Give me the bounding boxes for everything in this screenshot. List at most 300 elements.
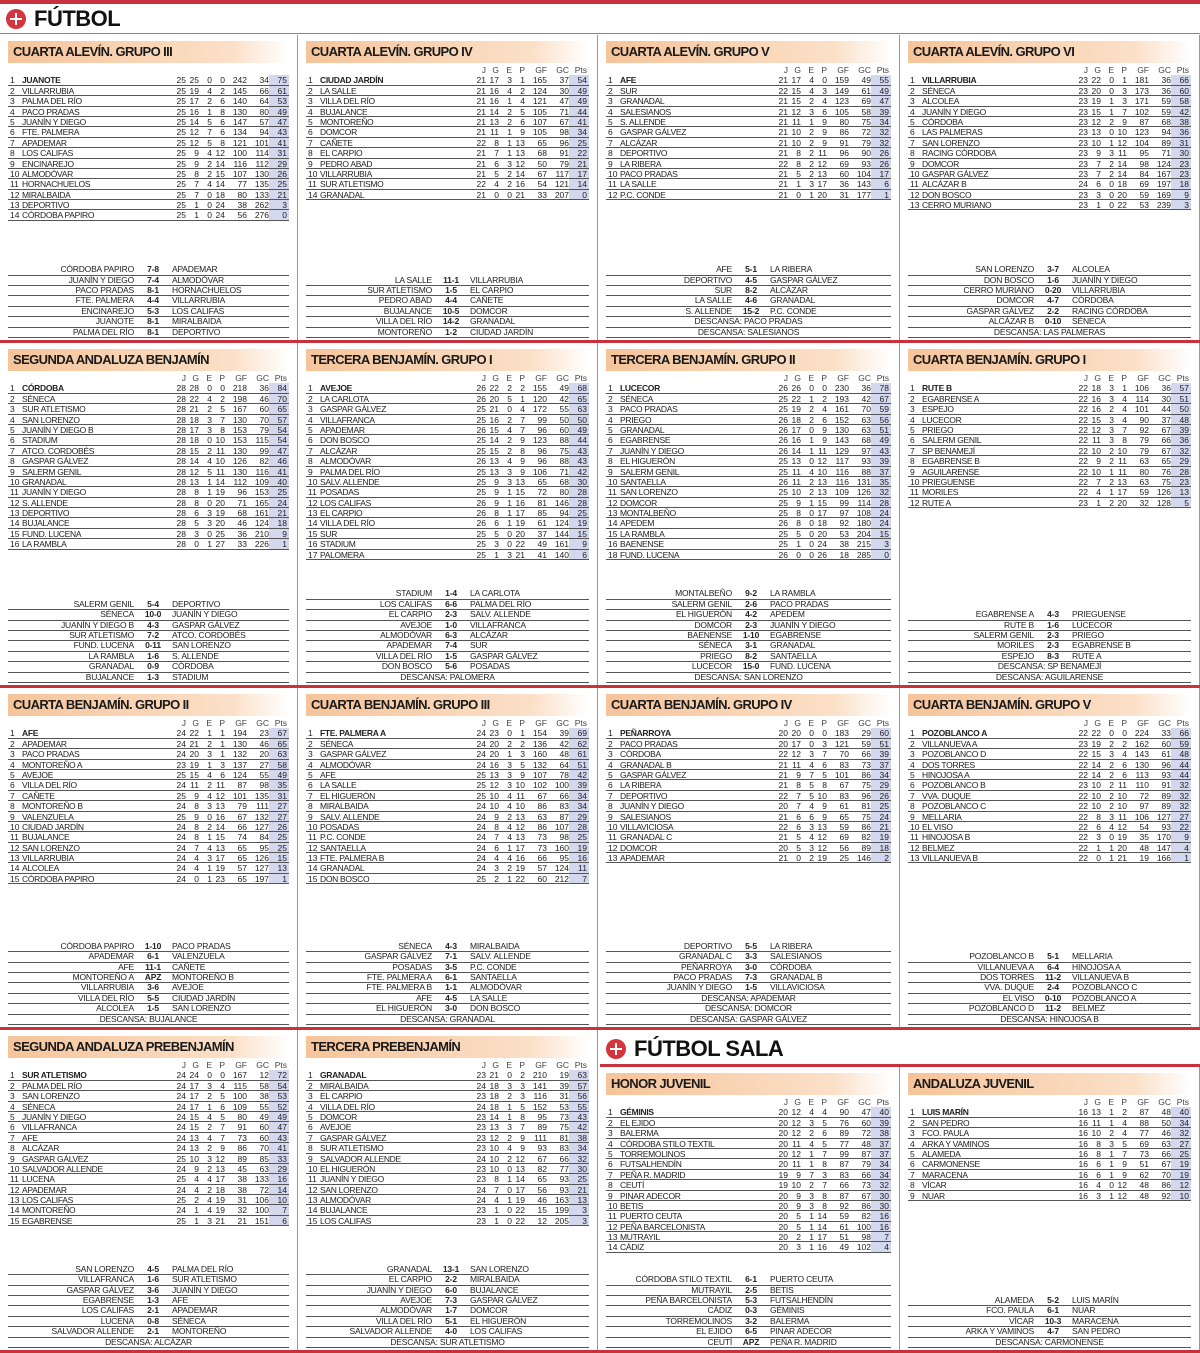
goals-against: 66	[259, 85, 269, 96]
drawn: 1	[207, 487, 212, 498]
goals-against: 20	[259, 749, 269, 760]
drawn: 0	[207, 210, 212, 221]
team-name: CIUDAD JARDÍN	[320, 75, 384, 85]
goals-against: 98	[259, 780, 269, 791]
points: 57	[1171, 383, 1191, 392]
panel-title: CUARTA ALEVÍN. GRUPO IV	[306, 41, 589, 63]
position: 2	[308, 738, 313, 749]
team-name: CÓRDOBA PAPIRO	[22, 873, 95, 884]
drawn: 4	[1109, 821, 1114, 832]
score: 4-4	[147, 295, 159, 306]
goals-for: 183	[834, 728, 849, 739]
won: 2	[796, 1232, 801, 1243]
won: 15	[1091, 414, 1101, 425]
points: 29	[1171, 456, 1191, 465]
drawn: 1	[809, 1242, 814, 1253]
won: 8	[1096, 1148, 1101, 1159]
table-row	[8, 487, 289, 497]
team-name: APADEMAR	[22, 1184, 67, 1195]
away-team: ALCÁZAR	[770, 285, 808, 296]
score: 2-2	[445, 1274, 457, 1285]
table-row	[8, 791, 289, 801]
drawn: 1	[809, 1211, 814, 1222]
drawn: 3	[207, 1153, 212, 1164]
table-row	[8, 529, 289, 539]
column-header: E	[206, 373, 212, 383]
drawn: 2	[207, 1143, 212, 1154]
lost: 0	[822, 75, 827, 86]
team-name: VILLAFRANCA	[320, 414, 375, 424]
goals-against: 70	[259, 414, 269, 425]
position: 9	[10, 811, 15, 822]
drawn: 2	[207, 1184, 212, 1195]
drawn: 4	[207, 1132, 212, 1143]
goals-for: 86	[537, 821, 547, 832]
goals-for: 41	[537, 549, 547, 560]
column-header: G	[1094, 718, 1101, 728]
played: 25	[476, 445, 486, 456]
team-name: DEPORTIVO	[620, 148, 668, 158]
table-row	[306, 1164, 589, 1174]
home-team: RUTE B	[1004, 619, 1034, 630]
lost: 6	[1122, 759, 1127, 770]
col-pos	[306, 65, 320, 75]
played: 24	[476, 832, 486, 843]
score: 5-2	[1047, 1295, 1059, 1306]
points: 58	[269, 760, 289, 769]
goals-for: 114	[1135, 393, 1149, 404]
team-name: SP BENAMEJÍ	[922, 445, 975, 456]
column-header: GC	[1158, 1097, 1171, 1107]
table-row	[8, 159, 289, 169]
points: 63	[569, 1070, 589, 1079]
drawn: 2	[207, 1091, 212, 1102]
position: 6	[10, 780, 15, 791]
col-pos	[306, 718, 320, 728]
team-name: DEPORTIVO	[22, 200, 70, 210]
team-name: DON BOSCO	[320, 873, 370, 884]
goals-against: 47	[559, 96, 569, 107]
table-row	[306, 874, 589, 884]
goals-for: 68	[237, 508, 247, 519]
lost: 4	[822, 1107, 827, 1118]
team-name: ATCO. CORDOBÉS	[22, 445, 95, 456]
table-row	[8, 210, 289, 220]
drawn: 2	[1109, 780, 1114, 791]
points: 23	[1171, 477, 1191, 486]
goals-for: 63	[537, 811, 547, 822]
lost: 0	[220, 1070, 225, 1081]
team-name: SAN LORENZO	[922, 137, 980, 148]
won: 26	[791, 383, 801, 394]
column-header: G	[492, 373, 499, 383]
table-row	[306, 1185, 589, 1195]
column-header: Pts	[876, 65, 889, 75]
table-row	[306, 86, 589, 96]
drawn: 2	[507, 414, 512, 425]
won: 14	[489, 1111, 499, 1122]
goals-against: 140	[554, 549, 569, 560]
table-row	[606, 446, 891, 456]
played: 25	[778, 539, 788, 550]
home-team: MUTRAYIL	[691, 1284, 732, 1295]
away-team: MIRALBAIDA	[470, 940, 520, 951]
away-team: LA RIBERA	[770, 264, 813, 275]
table-row	[306, 179, 589, 189]
goals-against: 99	[259, 445, 269, 456]
played: 28	[176, 393, 186, 404]
drawn: 2	[207, 404, 212, 415]
lost: 3	[822, 738, 827, 749]
team-name: MONTOREÑO A	[22, 759, 83, 769]
position: 13	[308, 853, 318, 864]
team-name: MARACENA	[922, 1169, 968, 1180]
drawn: 4	[507, 853, 512, 864]
lost: 12	[817, 832, 827, 843]
played: 23	[1078, 189, 1088, 200]
won: 9	[494, 476, 499, 487]
goals-against: 133	[254, 1174, 269, 1185]
team-name: FUTSALHENDÍN	[620, 1159, 682, 1169]
goals-against: 37	[1161, 414, 1171, 425]
goals-against: 177	[856, 189, 871, 200]
table-row	[8, 498, 289, 508]
result-row	[908, 328, 1191, 338]
goals-for: 70	[839, 749, 849, 760]
goals-against: 36	[861, 383, 871, 394]
played: 25	[176, 1153, 186, 1164]
panel-title: CUARTA BENJAMÍN. GRUPO V	[908, 694, 1191, 716]
points: 37	[871, 760, 891, 769]
lost: 10	[1117, 127, 1127, 138]
played: 28	[176, 528, 186, 539]
score: 3-1	[745, 640, 757, 651]
lost: 11	[216, 466, 225, 477]
goals-for: 77	[1139, 1128, 1149, 1139]
goals-against: 19	[559, 1070, 569, 1081]
lost: 14	[515, 168, 525, 179]
goals-for: 100	[232, 1091, 247, 1102]
goals-for: 48	[1139, 1180, 1149, 1191]
won: 13	[489, 1122, 499, 1133]
team-name: ALCÁZAR B	[922, 179, 967, 189]
drawn: 2	[1109, 476, 1114, 487]
goals-for: 54	[537, 179, 547, 190]
played: 22	[1078, 393, 1088, 404]
goals-for: 111	[534, 1132, 547, 1143]
goals-against: 72	[259, 1184, 269, 1195]
points: 25	[269, 843, 289, 852]
score: 4-3	[445, 940, 457, 951]
goals-against: 67	[1161, 424, 1171, 435]
table-row	[306, 107, 589, 117]
won: 20	[489, 738, 499, 749]
lost: 1	[1122, 75, 1127, 86]
column-header: J	[181, 1060, 186, 1070]
position: 6	[308, 127, 313, 138]
played: 21	[778, 769, 788, 780]
drawn: 2	[207, 158, 212, 169]
played: 26	[778, 476, 788, 487]
goals-against: 64	[559, 759, 569, 770]
team-name: PALMA DEL RÍO	[22, 1080, 82, 1091]
drawn: 2	[507, 1091, 512, 1102]
team-name: SALERM GENIL	[620, 466, 680, 476]
score: 1-5	[445, 650, 457, 661]
lost: 12	[1117, 1180, 1127, 1191]
team-name: GASPAR GÁLVEZ	[320, 749, 387, 759]
away-team: LA RAMBLA	[770, 588, 816, 599]
results-list	[306, 942, 589, 1025]
lost: 24	[215, 200, 225, 211]
won: 0	[796, 853, 801, 864]
away-team: SAN LORENZO	[172, 1003, 231, 1014]
home-team: PEDRO ABAD	[378, 295, 432, 306]
table-row	[606, 86, 891, 96]
points: 9	[1171, 190, 1191, 199]
lost: 12	[817, 456, 827, 467]
position: 6	[10, 435, 15, 446]
lost: 7	[1122, 424, 1127, 435]
drawn: 2	[809, 96, 814, 107]
goals-for: 31	[839, 189, 849, 200]
won: 15	[489, 424, 499, 435]
team-name: JUANÍN Y DIEGO B	[22, 424, 94, 435]
played: 24	[1078, 179, 1088, 190]
goals-against: 89	[1161, 801, 1171, 812]
won: 3	[796, 1242, 801, 1253]
lost: 14	[817, 1221, 827, 1232]
team-name: S. ALLENDE	[22, 497, 68, 508]
position: 4	[10, 106, 15, 117]
points: 22	[569, 148, 589, 157]
won: 8	[194, 487, 199, 498]
points: 40	[871, 1107, 891, 1116]
position: 7	[910, 137, 915, 148]
goals-against: 77	[559, 1163, 569, 1174]
home-team: JUANÍN Y DIEGO	[68, 274, 134, 285]
goals-for: 172	[532, 404, 547, 415]
position: 9	[910, 811, 915, 822]
home-team: AVEJOE	[400, 619, 432, 630]
position: 8	[608, 1180, 613, 1191]
away-team: GÉMINIS	[770, 1305, 805, 1316]
lost: 9	[520, 1143, 525, 1154]
standings-panel	[598, 343, 900, 685]
home-team: CÁDIZ	[707, 1305, 732, 1316]
away-team: APADEMAR	[172, 264, 218, 275]
lost: 20	[215, 497, 225, 508]
drawn: 1	[207, 106, 212, 117]
score: 8-2	[745, 650, 757, 661]
team-name: CERRO MURIANO	[922, 200, 992, 210]
goals-against: 93	[861, 456, 871, 467]
points: 1	[269, 874, 289, 883]
goals-for: 50	[537, 158, 547, 169]
drawn: 3	[207, 1215, 212, 1226]
section-futbol-sala	[606, 1036, 783, 1062]
points: 14	[569, 179, 589, 188]
home-team: AFE	[118, 961, 134, 972]
goals-for: 101	[1134, 404, 1149, 415]
goals-for: 107	[532, 769, 547, 780]
points: 61	[569, 749, 589, 758]
score: 8-1	[147, 285, 159, 296]
points: 7	[569, 874, 589, 883]
goals-against: 36	[1161, 75, 1171, 86]
won: 9	[494, 487, 499, 498]
won: 3	[494, 539, 499, 550]
team-name: PACO PRADAS	[620, 168, 678, 179]
won: 10	[489, 1163, 499, 1174]
table-row	[306, 1205, 589, 1215]
table-row	[306, 1143, 589, 1153]
goals-against: 163	[554, 1195, 569, 1206]
points: 30	[1171, 148, 1191, 157]
won: 10	[791, 127, 801, 138]
points: 29	[269, 1164, 289, 1173]
drawn: 0	[809, 528, 814, 539]
score: 2-1	[147, 1305, 159, 1316]
team-name: POSADAS	[320, 487, 359, 497]
position: 5	[910, 769, 915, 780]
goals-against: 88	[861, 466, 871, 477]
drawn: 3	[507, 158, 512, 169]
goals-against: 82	[259, 456, 269, 467]
drawn: 1	[507, 487, 512, 498]
home-team: SUR	[714, 285, 732, 296]
team-name: MIRALBAIDA	[320, 801, 369, 811]
table-row	[8, 435, 289, 445]
score: 1-0	[445, 619, 457, 630]
drawn: 1	[809, 435, 814, 446]
team-name: JUANÍN Y DIEGO	[320, 1174, 384, 1184]
goals-against: 133	[254, 189, 269, 200]
won: 1	[194, 200, 199, 211]
won: 15	[791, 96, 801, 107]
panel-title: CUARTA ALEVÍN. GRUPO V	[606, 41, 891, 63]
team-name: GRANADAL	[320, 1070, 367, 1080]
result-row	[606, 328, 891, 338]
position: 6	[608, 780, 613, 791]
points: 27	[269, 812, 289, 821]
won: 14	[1091, 759, 1101, 770]
score: 1-7	[445, 1305, 457, 1316]
table-row	[8, 1174, 289, 1184]
lost: 1	[1122, 383, 1127, 394]
table-row	[606, 1201, 891, 1211]
played: 28	[176, 404, 186, 415]
table-row	[306, 1174, 589, 1184]
drawn: 2	[507, 445, 512, 456]
goals-for: 92	[839, 518, 849, 529]
won: 0	[494, 189, 499, 200]
drawn: 2	[207, 445, 212, 456]
score: 10-3	[1044, 1315, 1062, 1326]
goals-against: 75	[861, 116, 871, 127]
home-team: ALCOLEA	[96, 1003, 134, 1014]
rest-team: DESCANSA: CARMONENSE	[995, 1336, 1104, 1347]
played: 25	[176, 1215, 186, 1226]
rest-team: DESCANSA: GRANADAL	[400, 1013, 495, 1024]
goals-against: 135	[254, 790, 269, 801]
position: 3	[910, 96, 915, 107]
played: 16	[1078, 1128, 1088, 1139]
goals-for: 60	[537, 873, 547, 884]
goals-for: 56	[537, 1184, 547, 1195]
lost: 8	[520, 1111, 525, 1122]
lost: 3	[520, 1091, 525, 1102]
score: 1-6	[147, 1274, 159, 1285]
lost: 10	[1117, 790, 1127, 801]
drawn: 0	[1109, 127, 1114, 138]
goals-against: 170	[1156, 832, 1171, 843]
drawn: 3	[507, 466, 512, 477]
team-name: LOS CALIFAS	[320, 1215, 372, 1226]
drawn: 1	[507, 873, 512, 884]
col-pos	[606, 373, 620, 383]
column-header: Pts	[574, 373, 587, 383]
played: 24	[176, 842, 186, 853]
away-team: P.C. CONDE	[470, 961, 517, 972]
team-name: VILLANUEVA B	[922, 853, 978, 863]
drawn: 1	[809, 189, 814, 200]
drawn: 2	[507, 863, 512, 874]
table-header	[306, 718, 589, 728]
goals-for: 83	[839, 759, 849, 770]
points: 47	[269, 446, 289, 455]
score: 1-1	[445, 982, 457, 993]
won: 21	[489, 404, 499, 415]
col-pos	[606, 1097, 620, 1107]
won: 15	[189, 445, 199, 456]
points: 37	[871, 467, 891, 476]
goals-for: 38	[839, 539, 849, 550]
goals-against: 68	[1161, 116, 1171, 127]
drawn: 2	[809, 148, 814, 159]
position: 12	[308, 1184, 318, 1195]
away-team: NUAR	[1072, 1305, 1096, 1316]
played: 25	[176, 158, 186, 169]
points: 19	[1171, 1159, 1191, 1168]
table-header	[908, 1097, 1191, 1107]
team-name: SÉNECA	[620, 393, 654, 404]
position: 17	[308, 549, 318, 560]
table-row	[306, 159, 589, 169]
goals-for: 74	[237, 832, 247, 843]
drawn: 3	[1109, 414, 1114, 425]
table-header	[908, 373, 1191, 383]
team-name: MONTALBEÑO	[620, 508, 676, 518]
score: 1-6	[147, 650, 159, 661]
goals-against: 71	[559, 106, 569, 117]
won: 8	[194, 497, 199, 508]
home-team: SUR ATLETISMO	[69, 630, 134, 641]
drawn: 1	[207, 728, 212, 739]
played: 25	[778, 497, 788, 508]
drawn: 0	[507, 404, 512, 415]
position: 9	[308, 1153, 313, 1164]
points: 52	[269, 1102, 289, 1111]
column-header: Pts	[876, 718, 889, 728]
lost: 22	[1117, 200, 1127, 211]
won: 12	[1091, 424, 1101, 435]
lost: 6	[822, 414, 827, 425]
team-name: CÁDIZ	[620, 1242, 645, 1252]
home-team: SALVADOR ALLENDE	[349, 1326, 432, 1337]
points: 6	[569, 550, 589, 559]
lost: 1	[220, 749, 225, 760]
